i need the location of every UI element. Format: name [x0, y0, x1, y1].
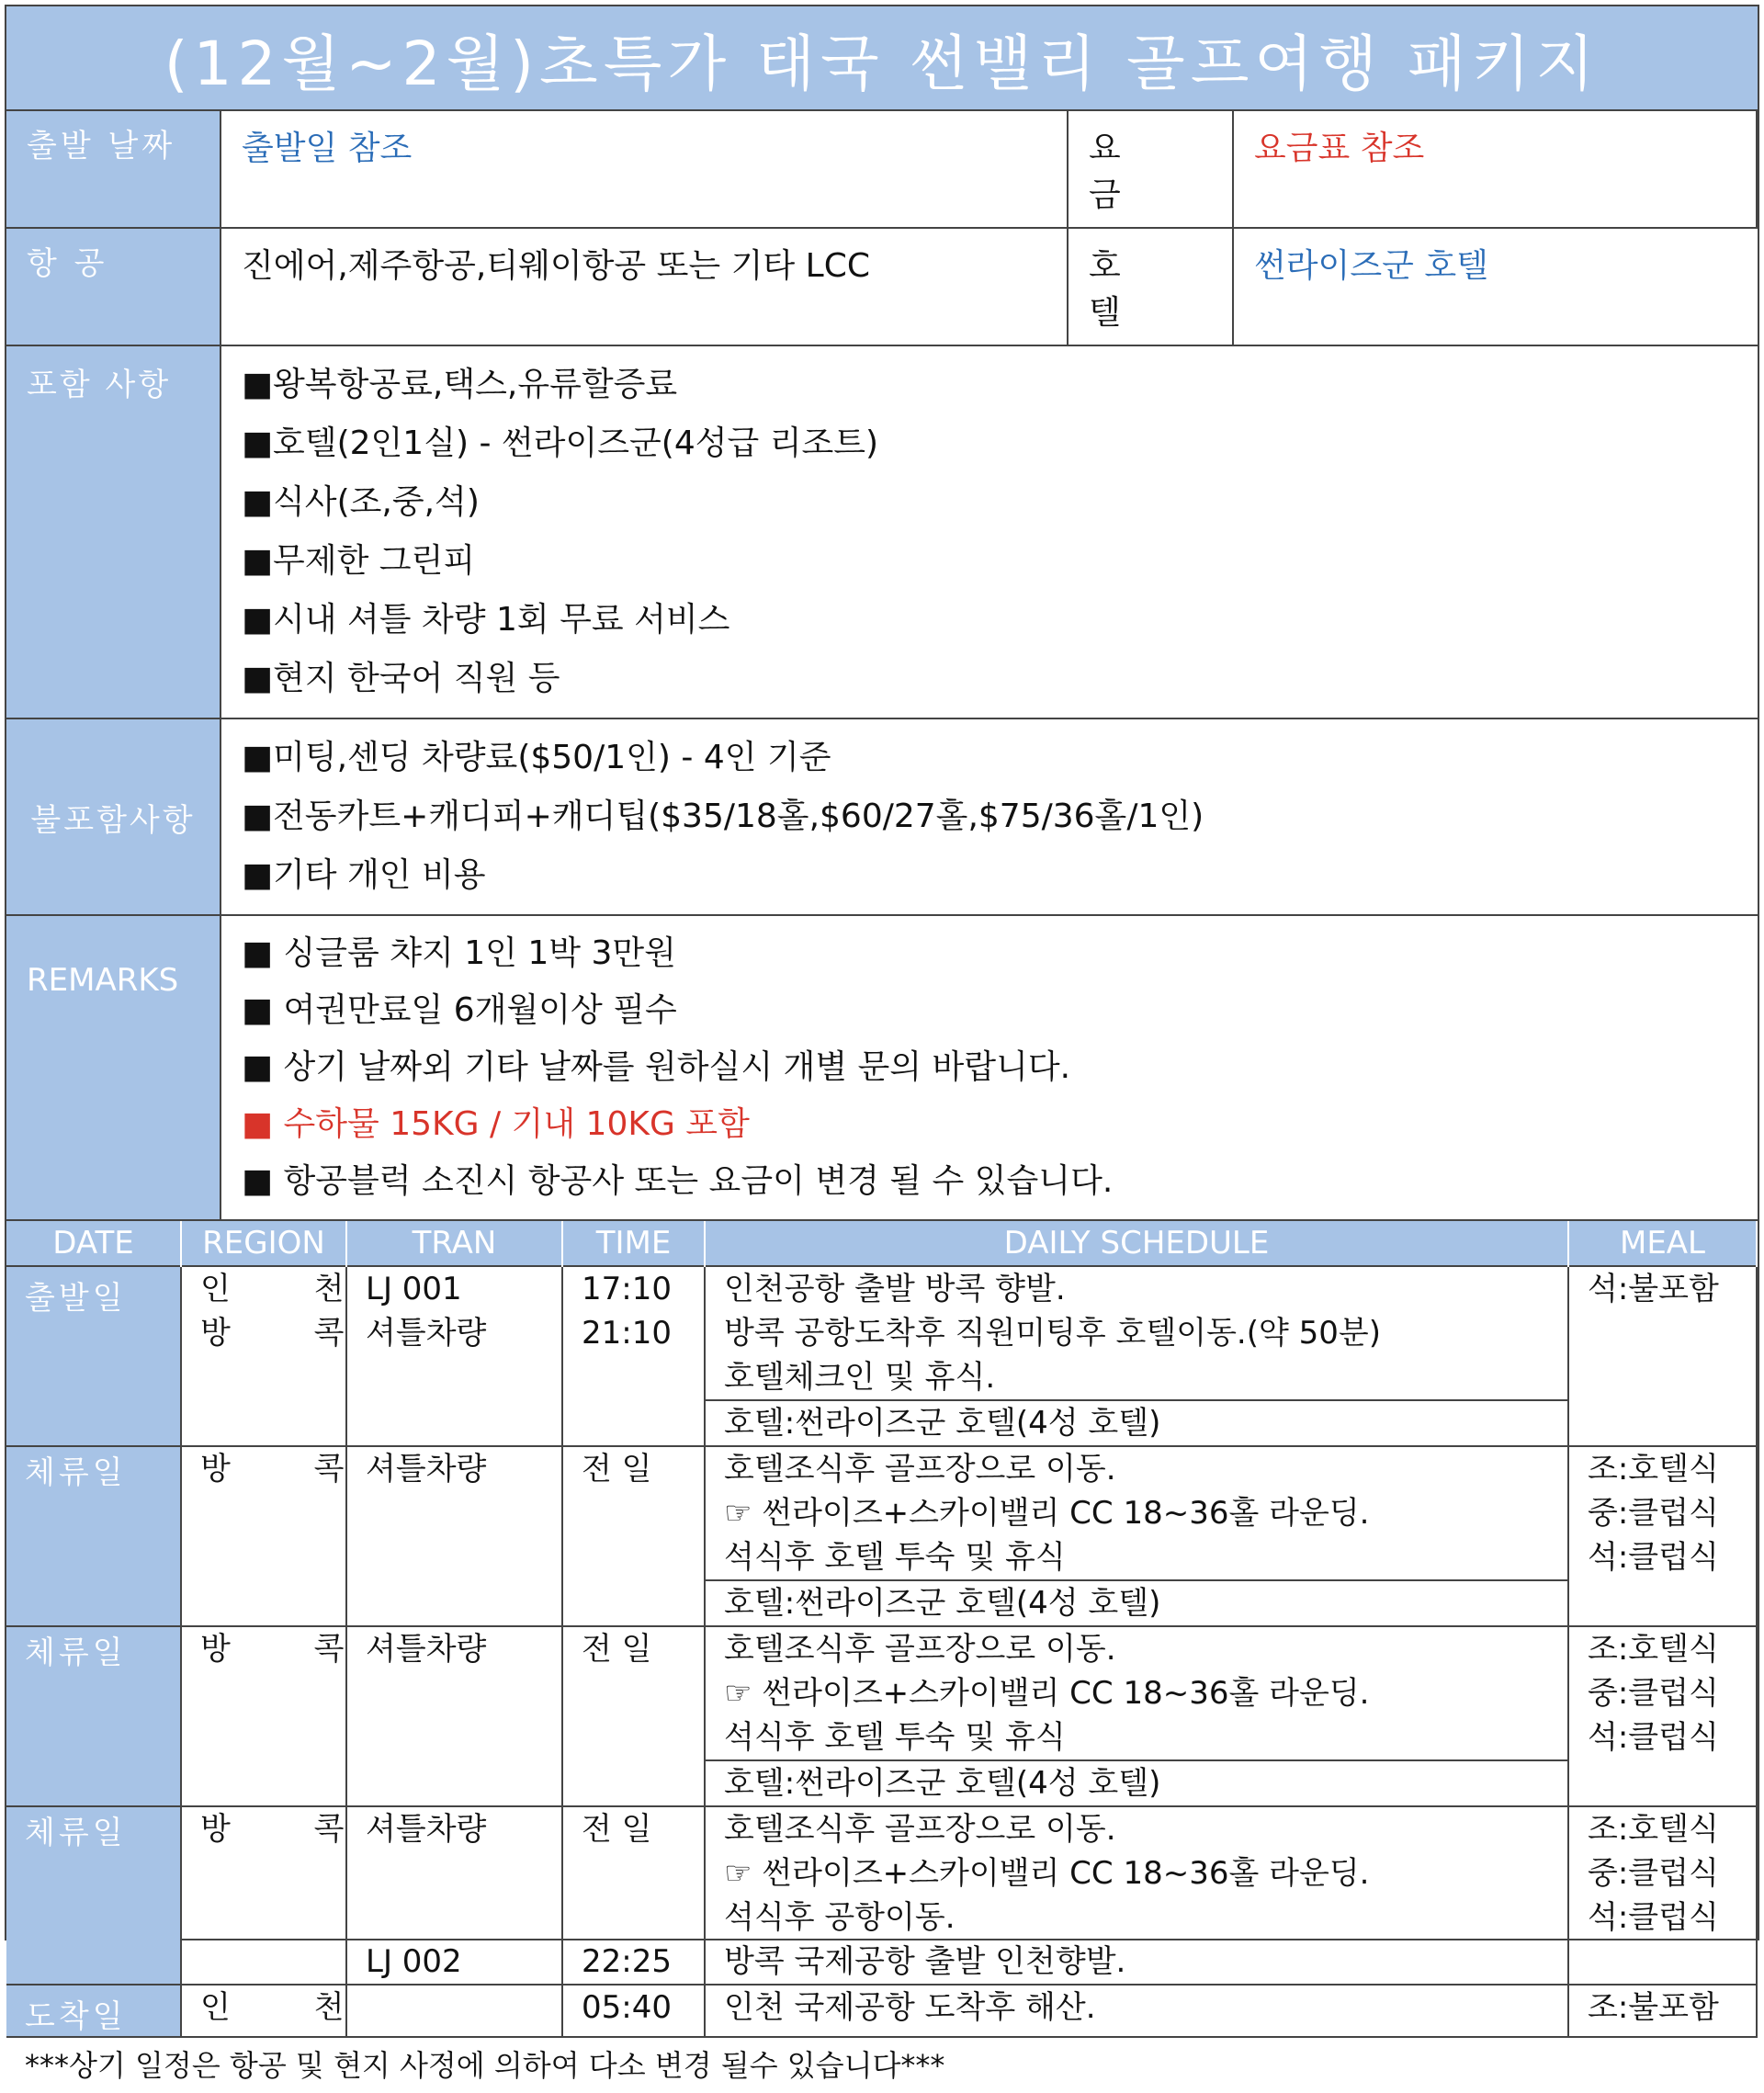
tran-line: LJ 002: [366, 1943, 462, 1980]
schedule-header-cell: DATE: [6, 1221, 181, 1266]
schedule-line: 인천 국제공항 도착후 해산.: [724, 1989, 1096, 2026]
region-line: [200, 1851, 327, 1895]
schedule-line: 호텔조식후 골프장으로 이동.: [724, 1811, 1116, 1848]
departure-label: 출발 날짜: [6, 111, 221, 227]
included-item: ■시내 셔틀 차량 1회 무료 서비스: [242, 601, 730, 639]
meal-line: 석:클럽식: [1588, 1539, 1719, 1576]
day-region: [181, 1266, 381, 1446]
schedule-day-row: [6, 1266, 1757, 1446]
day-region: [181, 1446, 381, 1626]
schedule-day-row: [6, 1626, 1757, 1806]
included-section: [6, 346, 1758, 719]
day-time: [562, 1626, 705, 1806]
meal-line: 중:클럽식: [1588, 1495, 1719, 1532]
tran-line: 셔틀차량: [366, 1811, 487, 1848]
region-line: 인 천: [200, 1271, 381, 1307]
schedule-line: ☞ 썬라이즈+스카이밸리 CC 18~36홀 라운딩.: [724, 1495, 1370, 1532]
page-title: (12월~2월)초특가 태국 썬밸리 골프여행 패키지: [164, 28, 1600, 99]
remarks-item: ■ 여권만료일 6개월이상 필수: [242, 991, 677, 1029]
time-line: 17:10: [582, 1271, 672, 1307]
region-line: 방 콕: [200, 1631, 381, 1668]
meal-line: 석:클럽식: [1588, 1899, 1719, 1936]
day-label: 출발일: [6, 1266, 181, 1446]
tran-line: [366, 1986, 543, 2030]
time-line: 21:10: [582, 1315, 672, 1352]
day-region: [181, 1626, 381, 1806]
meal-line: 조:불포함: [1588, 1989, 1719, 2026]
schedule-day-row: [6, 1806, 1757, 1985]
meal-line: 조:호텔식: [1588, 1631, 1719, 1668]
excluded-item: ■미팅,센딩 차량료($50/1인) - 4인 기준: [242, 739, 831, 776]
region-line: [200, 1895, 327, 1940]
price-value: 요금표 참조: [1234, 111, 1758, 227]
day-label: 체류일: [6, 1806, 181, 1985]
remarks-item: ■ 항공블럭 소진시 항공사 또는 요금이 변경 될 수 있습니다.: [242, 1162, 1114, 1200]
day-schedule: [705, 1985, 1568, 2036]
included-item: ■식사(조,중,석): [242, 483, 480, 521]
included-item: ■무제한 그린피: [242, 542, 476, 580]
day-tran: [346, 1266, 562, 1446]
included-item: ■호텔(2인1실) - 썬라이즈군(4성급 리조트): [242, 424, 879, 462]
meal-line: 중:클럽식: [1588, 1675, 1719, 1712]
time-line: 22:25: [582, 1943, 672, 1980]
remarks-section: [6, 916, 1758, 1221]
meal-line: 석:클럽식: [1588, 1719, 1719, 1756]
day-meal: [1568, 1266, 1757, 1446]
day-schedule: [705, 1626, 1568, 1806]
remarks-list: [221, 916, 1758, 1219]
title-bar: [6, 6, 1758, 111]
day-meal: [1568, 1806, 1757, 1985]
day-schedule: [705, 1446, 1568, 1626]
info-table: [6, 111, 1758, 346]
tran-line: [366, 1895, 543, 1940]
schedule-line: 호텔체크인 및 휴식.: [724, 1359, 996, 1396]
day-time: [562, 1985, 705, 2036]
day-time: [562, 1446, 705, 1626]
day-region: [181, 1985, 381, 2036]
schedule-line: ☞ 썬라이즈+스카이밸리 CC 18~36홀 라운딩.: [724, 1675, 1370, 1712]
day-time: [562, 1806, 705, 1985]
tran-line: 셔틀차량: [366, 1315, 487, 1352]
time-line: 05:40: [582, 1989, 672, 2026]
tran-line: LJ 001: [366, 1271, 462, 1307]
schedule-line: 석식후 호텔 투숙 및 휴식: [724, 1539, 1066, 1576]
schedule-line: 석식후 호텔 투숙 및 휴식: [724, 1719, 1066, 1756]
tran-line: [366, 1851, 543, 1895]
excluded-list: [221, 719, 1758, 914]
remarks-label: REMARKS: [6, 916, 221, 1219]
footer-note: ***상기 일정은 항공 및 현지 사정에 의하여 다소 변경 될수 있습니다***: [6, 2036, 1758, 2093]
airline-label: 항 공: [6, 227, 221, 345]
excluded-item: ■기타 개인 비용: [242, 856, 486, 894]
included-item: ■현지 한국어 직원 등: [242, 660, 560, 697]
day-meal: [1568, 1446, 1757, 1626]
day-region: [181, 1806, 381, 1985]
departure-value: 출발일 참조: [221, 111, 1069, 227]
schedule-table: [6, 1221, 1758, 2036]
excluded-section: [6, 719, 1758, 916]
schedule-line: 방콕 국제공항 출발 인천향발.: [724, 1943, 1126, 1980]
region-line: 방 콕: [200, 1315, 381, 1352]
hotel-value: 썬라이즈군 호텔: [1234, 227, 1758, 345]
tran-line: 셔틀차량: [366, 1631, 487, 1668]
time-line: 전 일: [582, 1451, 652, 1488]
day-meal: [1568, 1626, 1757, 1806]
remarks-item: ■ 상기 날짜외 기타 날짜를 원하실시 개별 문의 바랍니다.: [242, 1048, 1071, 1086]
schedule-day-row: [6, 1446, 1757, 1626]
day-label: 체류일: [6, 1626, 181, 1806]
included-label: 포함 사항: [6, 346, 221, 718]
day-meal: [1568, 1985, 1757, 2036]
tran-line: 셔틀차량: [366, 1451, 487, 1488]
schedule-day-row: [6, 1985, 1757, 2036]
excluded-label: 불포함사항: [6, 719, 221, 914]
day-schedule: [705, 1806, 1568, 1985]
hotel-label: 호 텔: [1069, 227, 1234, 345]
itinerary-page: [5, 5, 1759, 2083]
schedule-line: 방콕 공항도착후 직원미팅후 호텔이동.(약 50분): [724, 1315, 1382, 1352]
remarks-item: ■ 수하물 15KG / 기내 10KG 포함: [242, 1105, 750, 1143]
schedule-line: 호텔조식후 골프장으로 이동.: [724, 1451, 1116, 1488]
meal-line: 조:호텔식: [1588, 1811, 1719, 1848]
included-item: ■왕복항공료,택스,유류할증료: [242, 366, 678, 403]
remarks-item: ■ 싱글룸 챠지 1인 1박 3만원: [242, 934, 676, 972]
price-label: 요 금: [1069, 111, 1234, 227]
hotel-line: 호텔:썬라이즈군 호텔(4성 호텔): [706, 1399, 1567, 1445]
schedule-line: 석식후 공항이동.: [724, 1899, 956, 1936]
airline-value: 진에어,제주항공,티웨이항공 또는 기타 LCC: [221, 227, 1069, 345]
day-label: 도착일: [6, 1985, 181, 2036]
time-line: [582, 1895, 685, 1940]
schedule-line: 호텔조식후 골프장으로 이동.: [724, 1631, 1116, 1668]
day-tran: [346, 1806, 562, 1985]
day-time: [562, 1266, 705, 1446]
schedule-header-cell: TRAN: [346, 1221, 562, 1266]
region-line: 방 콕: [200, 1811, 381, 1848]
schedule-line: 인천공항 출발 방콕 향발.: [724, 1271, 1066, 1307]
excluded-item: ■전동카트+캐디피+캐디팁($35/18홀,$60/27홀,$75/36홀/1인): [242, 798, 1204, 835]
day-tran: [346, 1446, 562, 1626]
region-line: 방 콕: [200, 1451, 381, 1488]
hotel-line: 호텔:썬라이즈군 호텔(4성 호텔): [706, 1579, 1567, 1625]
hotel-line: 호텔:썬라이즈군 호텔(4성 호텔): [706, 1759, 1567, 1805]
time-line: [582, 1851, 685, 1895]
schedule-line: ☞ 썬라이즈+스카이밸리 CC 18~36홀 라운딩.: [724, 1855, 1370, 1892]
day-label: 체류일: [6, 1446, 181, 1626]
meal-line: 조:호텔식: [1588, 1451, 1719, 1488]
schedule-header-cell: MEAL: [1568, 1221, 1757, 1266]
schedule-header-cell: TIME: [562, 1221, 705, 1266]
region-line: 인 천: [200, 1989, 381, 2026]
day-tran: [346, 1985, 562, 2036]
meal-line: 석:불포함: [1588, 1271, 1719, 1307]
time-line: 전 일: [582, 1631, 652, 1668]
schedule-header-row: [6, 1221, 1757, 1266]
schedule-header-cell: DAILY SCHEDULE: [705, 1221, 1568, 1266]
day-tran: [346, 1626, 562, 1806]
region-line: [200, 1940, 327, 1984]
included-list: [221, 346, 1758, 718]
meal-line: 중:클럽식: [1588, 1855, 1719, 1892]
day-schedule: [705, 1266, 1568, 1446]
time-line: 전 일: [582, 1811, 652, 1848]
schedule-header-cell: REGION: [181, 1221, 346, 1266]
